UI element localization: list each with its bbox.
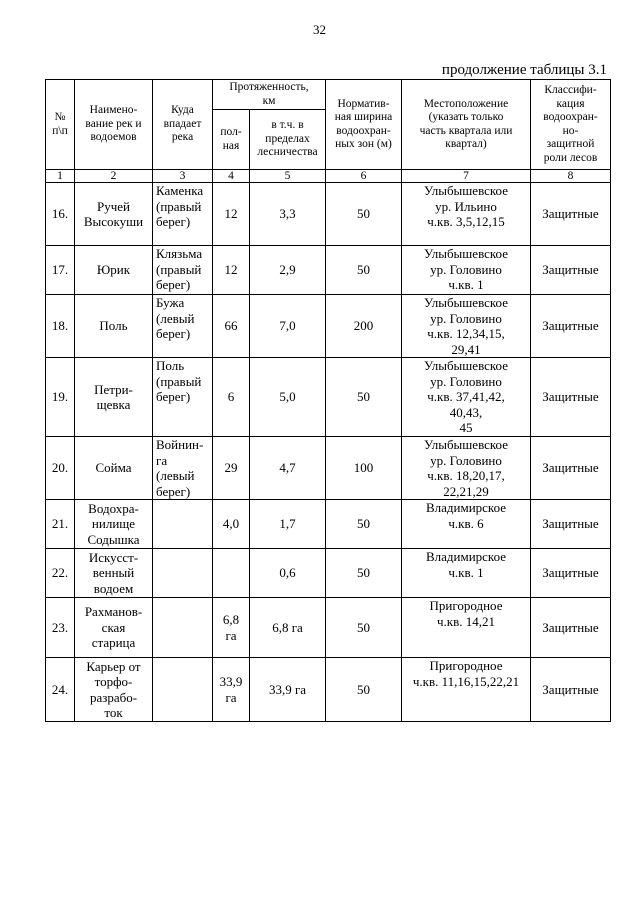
table-body bbox=[46, 170, 611, 722]
table-row bbox=[46, 295, 611, 358]
cell-classification: Защитные bbox=[531, 358, 611, 437]
col-number: 2 bbox=[75, 170, 153, 183]
cell-zone-width: 100 bbox=[326, 437, 402, 500]
header-length: Протяженность, км bbox=[213, 80, 326, 110]
cell-num: 21. bbox=[46, 500, 75, 549]
col-number: 3 bbox=[153, 170, 213, 183]
cell-location: Улыбышевское ур. Головино ч.кв. 37,41,42, 40,43, 45 bbox=[402, 358, 531, 437]
cell-flows-into: Поль (правый берег) bbox=[153, 358, 213, 437]
cell-num: 16. bbox=[46, 183, 75, 246]
cell-classification: Защитные bbox=[531, 295, 611, 358]
cell-num: 22. bbox=[46, 549, 75, 598]
cell-name: Карьер от торфо- разрабо- ток bbox=[75, 658, 153, 722]
cell-length-full: 6 bbox=[213, 358, 250, 437]
header-location: Местоположение (указать только часть квартала или квартал) bbox=[402, 80, 531, 170]
header-classification: Классифи- кация водоохран- но- защитной роли лесов bbox=[531, 80, 611, 170]
cell-length-within: 2,9 bbox=[250, 246, 326, 295]
col-number: 1 bbox=[46, 170, 75, 183]
cell-classification: Защитные bbox=[531, 500, 611, 549]
table-row bbox=[46, 183, 611, 246]
cell-location: Владимирское ч.кв. 6 bbox=[402, 500, 531, 549]
header-num: № п\п bbox=[46, 80, 75, 170]
col-number: 6 bbox=[326, 170, 402, 183]
cell-length-within: 5,0 bbox=[250, 358, 326, 437]
cell-name: Рахманов- ская старица bbox=[75, 598, 153, 658]
cell-classification: Защитные bbox=[531, 598, 611, 658]
cell-location: Улыбышевское ур. Головино ч.кв. 18,20,17, 22,21,29 bbox=[402, 437, 531, 500]
cell-flows-into: Каменка (правый берег) bbox=[153, 183, 213, 246]
cell-zone-width: 50 bbox=[326, 183, 402, 246]
table-continuation-caption: продолжение таблицы 3.1 bbox=[441, 62, 607, 78]
cell-num: 19. bbox=[46, 358, 75, 437]
table-row bbox=[46, 598, 611, 658]
cell-name: Искусст- венный водоем bbox=[75, 549, 153, 598]
col-number: 5 bbox=[250, 170, 326, 183]
cell-zone-width: 50 bbox=[326, 598, 402, 658]
cell-length-within: 7,0 bbox=[250, 295, 326, 358]
column-number-row bbox=[46, 170, 611, 183]
cell-num: 20. bbox=[46, 437, 75, 500]
cell-num: 24. bbox=[46, 658, 75, 722]
cell-num: 23. bbox=[46, 598, 75, 658]
cell-zone-width: 50 bbox=[326, 500, 402, 549]
col-number: 7 bbox=[402, 170, 531, 183]
cell-location: Владимирское ч.кв. 1 bbox=[402, 549, 531, 598]
cell-length-within: 0,6 bbox=[250, 549, 326, 598]
table-row bbox=[46, 246, 611, 295]
cell-location: Улыбышевское ур. Головино ч.кв. 1 bbox=[402, 246, 531, 295]
table-header bbox=[46, 80, 611, 170]
cell-classification: Защитные bbox=[531, 658, 611, 722]
table-row bbox=[46, 658, 611, 722]
cell-zone-width: 50 bbox=[326, 658, 402, 722]
cell-flows-into bbox=[153, 598, 213, 658]
cell-location: Улыбышевское ур. Головино ч.кв. 12,34,15, 29,41 bbox=[402, 295, 531, 358]
col-number: 8 bbox=[531, 170, 611, 183]
cell-name: Петри- щевка bbox=[75, 358, 153, 437]
col-number: 4 bbox=[213, 170, 250, 183]
cell-length-full: 66 bbox=[213, 295, 250, 358]
water-bodies-table bbox=[45, 79, 611, 722]
cell-flows-into: Клязьма (правый берег) bbox=[153, 246, 213, 295]
cell-name: Водохра- нилище Содышка bbox=[75, 500, 153, 549]
cell-classification: Защитные bbox=[531, 549, 611, 598]
table-row bbox=[46, 437, 611, 500]
cell-length-within: 33,9 га bbox=[250, 658, 326, 722]
cell-length-full bbox=[213, 549, 250, 598]
header-length-full: пол- ная bbox=[213, 110, 250, 170]
cell-length-within: 4,7 bbox=[250, 437, 326, 500]
page-number: 32 bbox=[313, 22, 326, 37]
cell-zone-width: 200 bbox=[326, 295, 402, 358]
cell-flows-into bbox=[153, 549, 213, 598]
cell-classification: Защитные bbox=[531, 183, 611, 246]
cell-flows-into bbox=[153, 658, 213, 722]
cell-flows-into: Бужа (левый берег) bbox=[153, 295, 213, 358]
header-flows-into: Куда впадает река bbox=[153, 80, 213, 170]
cell-length-within: 1,7 bbox=[250, 500, 326, 549]
cell-num: 18. bbox=[46, 295, 75, 358]
cell-length-within: 6,8 га bbox=[250, 598, 326, 658]
cell-num: 17. bbox=[46, 246, 75, 295]
cell-length-full: 33,9 га bbox=[213, 658, 250, 722]
table-row bbox=[46, 500, 611, 549]
cell-zone-width: 50 bbox=[326, 358, 402, 437]
table-row bbox=[46, 358, 611, 437]
cell-name: Ручей Высокуши bbox=[75, 183, 153, 246]
cell-flows-into: Войнин- га (левый берег) bbox=[153, 437, 213, 500]
cell-location: Пригородное ч.кв. 14,21 bbox=[402, 598, 531, 658]
cell-classification: Защитные bbox=[531, 437, 611, 500]
cell-length-full: 12 bbox=[213, 246, 250, 295]
cell-length-full: 6,8 га bbox=[213, 598, 250, 658]
header-name: Наимено- вание рек и водоемов bbox=[75, 80, 153, 170]
cell-length-within: 3,3 bbox=[250, 183, 326, 246]
cell-location: Пригородное ч.кв. 11,16,15,22,21 bbox=[402, 658, 531, 722]
table-row bbox=[46, 549, 611, 598]
cell-zone-width: 50 bbox=[326, 246, 402, 295]
header-zone-width: Норматив- ная ширина водоохран- ных зон (м) bbox=[326, 80, 402, 170]
cell-zone-width: 50 bbox=[326, 549, 402, 598]
cell-length-full: 29 bbox=[213, 437, 250, 500]
cell-name: Юрик bbox=[75, 246, 153, 295]
cell-location: Улыбышевское ур. Ильино ч.кв. 3,5,12,15 bbox=[402, 183, 531, 246]
cell-flows-into bbox=[153, 500, 213, 549]
cell-name: Сойма bbox=[75, 437, 153, 500]
cell-classification: Защитные bbox=[531, 246, 611, 295]
header-length-within: в т.ч. в пределах лесничества bbox=[250, 110, 326, 170]
cell-length-full: 12 bbox=[213, 183, 250, 246]
cell-name: Поль bbox=[75, 295, 153, 358]
cell-length-full: 4,0 bbox=[213, 500, 250, 549]
